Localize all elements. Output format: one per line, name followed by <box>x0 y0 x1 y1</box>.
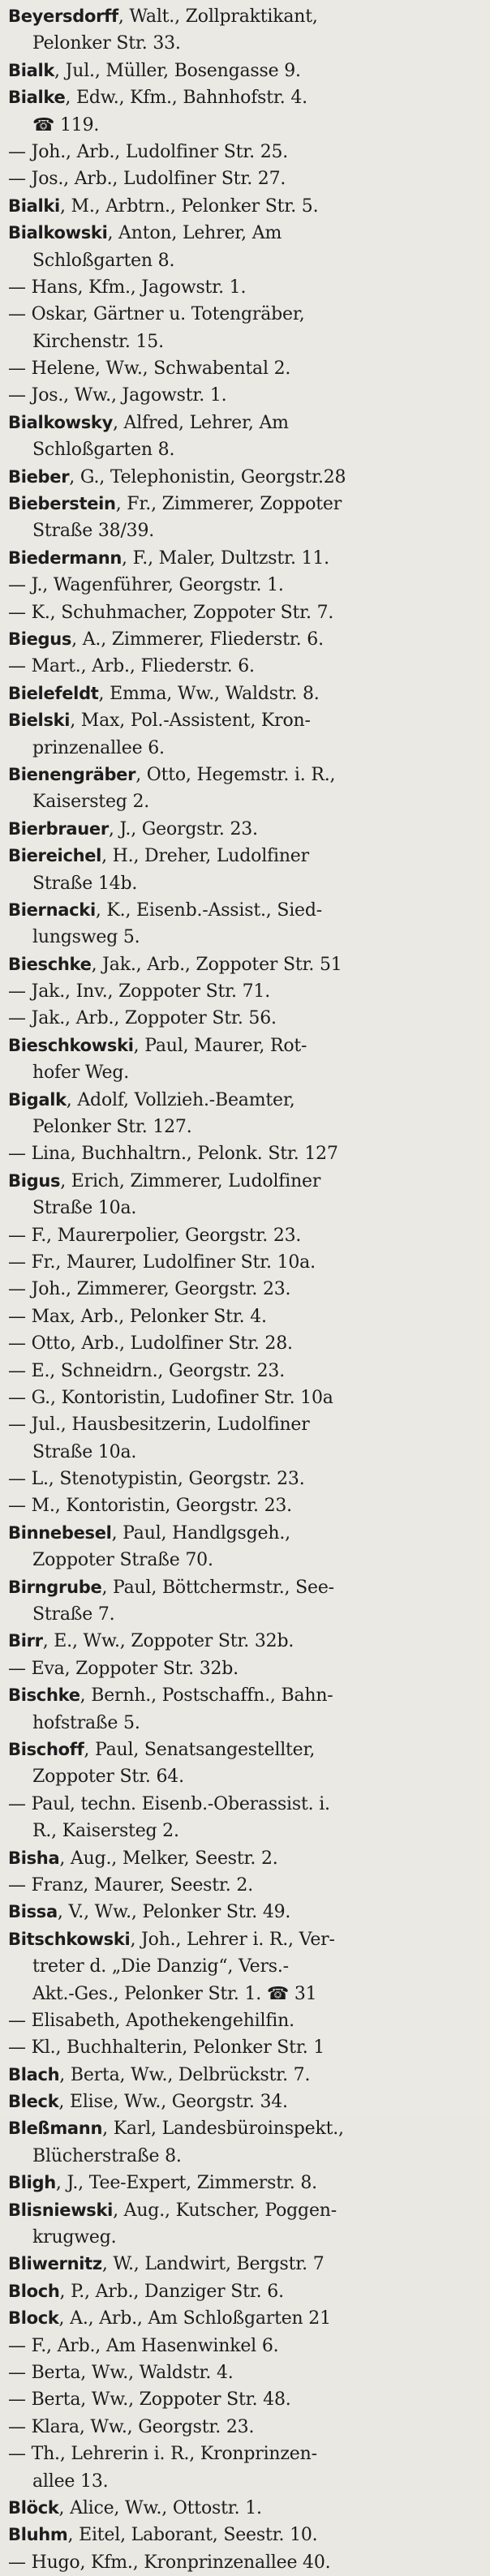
entry-line <box>8 978 482 1005</box>
entry-text: — Berta, Ww., Waldstr. 4. <box>8 2362 234 2383</box>
entry-text: , H., Dreher, Ludolfiner <box>101 846 309 867</box>
entry-line <box>8 2468 482 2495</box>
entry-text: , Karl, Landesbüroinspekt., <box>102 2119 344 2140</box>
entry-text: — M., Kontoristin, Georgstr. 23. <box>8 1496 292 1517</box>
entry-text: — Helene, Ww., Schwabental 2. <box>8 358 291 380</box>
entry-line <box>8 870 482 897</box>
entry-header-line <box>8 1087 482 1114</box>
entry-line <box>8 2414 482 2441</box>
entry-line <box>8 572 482 599</box>
entry-text: , Anton, Lehrer, Am <box>107 223 282 244</box>
entry-line <box>8 165 482 192</box>
entry-line <box>8 2549 482 2576</box>
surname: Bliwernitz <box>8 2254 102 2274</box>
entry-text: Straße 10a. <box>32 1441 137 1462</box>
entry-text: — Otto, Arb., Ludolfiner Str. 28. <box>8 1333 293 1355</box>
entry-line <box>8 1710 482 1737</box>
entry-header-line <box>8 2278 482 2305</box>
surname: Blach <box>8 2064 60 2084</box>
entry-header-line <box>8 1845 482 1872</box>
surname: Bieschke <box>8 954 92 974</box>
entry-header-line <box>8 2495 482 2522</box>
entry-line <box>8 2359 482 2386</box>
surname: Bischke <box>8 1685 80 1706</box>
surname: Bitschkowski <box>8 1929 131 1949</box>
entry-text: — Eva, Zoppoter Str. 32b. <box>8 1658 239 1679</box>
entry-text: , Alfred, Lehrer, Am <box>112 412 289 433</box>
surname: Binnebesel <box>8 1522 112 1543</box>
entry-line <box>8 2007 482 2034</box>
entry-header-line <box>8 2089 482 2115</box>
entry-text: — Lina, Buchhaltrn., Pelonk. Str. 127 <box>8 1144 338 1165</box>
surname: Bialke <box>8 88 66 108</box>
surname: Bialk <box>8 60 55 80</box>
entry-header-line <box>8 193 482 220</box>
surname: Bielski <box>8 711 71 731</box>
entry-line <box>8 1872 482 1899</box>
surname: Biegus <box>8 629 72 649</box>
surname: Birr <box>8 1631 43 1651</box>
entry-line <box>8 382 482 409</box>
entry-line <box>8 1818 482 1844</box>
entry-text: — K., Schuhmacher, Zoppoter Str. 7. <box>8 602 334 623</box>
entry-text: — Mart., Arb., Fliederstr. 6. <box>8 656 255 677</box>
entry-text: , G., Telephonistin, Georgstr.28 <box>69 466 346 487</box>
entry-header-line <box>8 2522 482 2548</box>
entry-line <box>8 2441 482 2467</box>
surname: Bieberstein <box>8 494 116 514</box>
entry-header-line <box>8 707 482 734</box>
surname: Bluhm <box>8 2525 68 2545</box>
entry-header-line <box>8 626 482 653</box>
entry-text: , Erich, Zimmerer, Ludolfiner <box>60 1170 321 1191</box>
entry-text: — Jak., Inv., Zoppoter Str. 71. <box>8 981 270 1002</box>
entry-text: , Adolf, Vollzieh.-Beamter, <box>66 1089 295 1110</box>
entry-line <box>8 1276 482 1303</box>
entry-text: Zoppoter Str. 64. <box>32 1767 184 1788</box>
entry-text: , Joh., Lehrer i. R., Ver- <box>130 1929 335 1950</box>
surname: Bleßmann <box>8 2119 103 2139</box>
entry-text: , Berta, Ww., Delbrückstr. 7. <box>59 2064 311 2085</box>
entry-text: — Elisabeth, Apothekengehilfin. <box>8 2010 294 2031</box>
entry-text: , Eitel, Laborant, Seestr. 10. <box>67 2525 318 2546</box>
entry-text: , Elise, Ww., Georgstr. 34. <box>58 2092 288 2113</box>
entry-header-line <box>8 1926 482 1953</box>
entry-text: , Max, Pol.-Assistent, Kron- <box>70 711 311 732</box>
entry-line <box>8 1249 482 1276</box>
entry-line <box>8 1303 482 1330</box>
entry-text: — Jos., Arb., Ludolfiner Str. 27. <box>8 169 286 190</box>
entry-text: — Hans, Kfm., Jagowstr. 1. <box>8 277 247 298</box>
entry-line <box>8 924 482 951</box>
entry-header-line <box>8 762 482 788</box>
entry-text: Straße 10a. <box>32 1198 137 1219</box>
entry-text: — G., Kontoristin, Ludofiner Str. 10a <box>8 1387 333 1408</box>
entry-line <box>8 274 482 301</box>
entry-text: Straße 38/39. <box>32 521 155 542</box>
entry-text: Zoppoter Straße 70. <box>32 1550 213 1571</box>
entry-text: Pelonker Str. 127. <box>32 1117 192 1138</box>
entry-line <box>8 1059 482 1086</box>
surname: Bierbrauer <box>8 818 109 839</box>
entry-line <box>8 599 482 626</box>
entry-text: , Paul, Böttchermstr., See- <box>101 1577 334 1598</box>
entry-header-line <box>8 545 482 572</box>
surname: Bieber <box>8 466 70 487</box>
entry-text: , Fr., Zimmerer, Zoppoter <box>115 494 342 515</box>
entry-text: Blücherstraße 8. <box>32 2145 182 2166</box>
entry-text: — Berta, Ww., Zoppoter Str. 48. <box>8 2389 291 2411</box>
entry-header-line <box>8 1628 482 1655</box>
surname: Bleck <box>8 2092 59 2112</box>
entry-text: hofstraße 5. <box>32 1712 140 1733</box>
entry-text: krugweg. <box>32 2227 117 2248</box>
entry-text: — Max, Arb., Pelonker Str. 4. <box>8 1306 267 1327</box>
entry-text: — Joh., Arb., Ludolfiner Str. 25. <box>8 141 289 162</box>
entry-header-line <box>8 84 482 111</box>
surname: Blisniewski <box>8 2200 114 2220</box>
entry-line <box>8 788 482 815</box>
entry-line <box>8 735 482 762</box>
entry-header-line <box>8 816 482 843</box>
entry-header-line <box>8 2305 482 2332</box>
entry-text: — Joh., Zimmerer, Georgstr. 23. <box>8 1279 291 1300</box>
surname: Bienengräber <box>8 764 136 784</box>
entry-line <box>8 1385 482 1411</box>
entry-header-line <box>8 491 482 517</box>
entry-text: — Oskar, Gärtner u. Totengräber, <box>8 304 305 325</box>
entry-line <box>8 1140 482 1167</box>
entry-text: , Jul., Müller, Bosengasse 9. <box>54 60 301 81</box>
entry-line <box>8 1763 482 1790</box>
entry-header-line <box>8 3 482 30</box>
entry-text: — Hugo, Kfm., Kronprinzenallee 40. <box>8 2552 331 2573</box>
entry-text: Kaisersteg 2. <box>32 792 150 813</box>
entry-line <box>8 112 482 139</box>
entry-text: , Emma, Ww., Waldstr. 8. <box>98 683 320 704</box>
entry-text: treter d. „Die Danzig“, Vers.- <box>32 1956 289 1977</box>
surname: Bieschkowski <box>8 1035 134 1055</box>
entry-line <box>8 30 482 57</box>
entry-text: , W., Landwirt, Bergstr. 7 <box>101 2254 325 2275</box>
surname: Biernacki <box>8 899 96 920</box>
entry-text: , J., Tee-Expert, Zimmerstr. 8. <box>55 2173 317 2194</box>
entry-text: , K., Eisenb.-Assist., Sied- <box>95 899 322 921</box>
surname: Bligh <box>8 2173 56 2193</box>
entry-line <box>8 301 482 328</box>
entry-text: hofer Weg. <box>32 1063 130 1084</box>
entry-line <box>8 1492 482 1519</box>
entry-header-line <box>8 843 482 869</box>
entry-text: — J., Wagenführer, Georgstr. 1. <box>8 575 284 596</box>
entry-text: , Bernh., Postschaffn., Bahn- <box>80 1685 333 1707</box>
entry-line <box>8 328 482 355</box>
entry-text: , F., Maler, Dultzstr. 11. <box>122 547 329 569</box>
entry-text: , Paul, Senatsangestellter, <box>84 1740 316 1760</box>
entry-header-line <box>8 220 482 247</box>
entry-text: allee 13. <box>32 2471 109 2492</box>
entry-line <box>8 1791 482 1818</box>
entry-text: , A., Arb., Am Schloßgarten 21 <box>58 2308 331 2329</box>
entry-line <box>8 517 482 544</box>
entry-header-line <box>8 1682 482 1709</box>
entry-line <box>8 1222 482 1249</box>
entry-header-line <box>8 464 482 491</box>
entry-text: , Walt., Zollpraktikant, <box>118 6 318 27</box>
entry-line <box>8 247 482 274</box>
surname: Beyersdorff <box>8 6 118 26</box>
entry-text: — E., Schneidrn., Georgstr. 23. <box>8 1360 286 1381</box>
entry-line <box>8 1466 482 1492</box>
surname: Bigalk <box>8 1089 67 1110</box>
entry-header-line <box>8 680 482 707</box>
entry-text: , Edw., Kfm., Bahnhofstr. 4. <box>65 88 307 109</box>
entry-header-line <box>8 951 482 978</box>
surname: Block <box>8 2308 59 2329</box>
entry-header-line <box>8 2170 482 2196</box>
entry-text: , Aug., Melker, Seestr. 2. <box>59 1848 278 1869</box>
entry-text: — L., Stenotypistin, Georgstr. 23. <box>8 1469 305 1490</box>
entry-text: Kirchenstr. 15. <box>32 331 164 352</box>
entry-line <box>8 1547 482 1574</box>
surname: Blöck <box>8 2497 59 2518</box>
entry-header-line <box>8 1737 482 1763</box>
entry-text: Schloßgarten 8. <box>32 250 175 271</box>
surname: Bialkowsky <box>8 412 113 432</box>
entry-line <box>8 355 482 382</box>
entry-header-line <box>8 2115 482 2142</box>
entry-line <box>8 653 482 680</box>
entry-text: Straße 14b. <box>32 873 138 894</box>
entry-line <box>8 1330 482 1357</box>
surname: Bischoff <box>8 1740 84 1759</box>
entry-line <box>8 2333 482 2359</box>
entry-text: , Otto, Hegemstr. i. R., <box>135 764 336 785</box>
entry-text: , Jak., Arb., Zoppoter Str. 51 <box>91 954 342 975</box>
surname: Birngrube <box>8 1577 102 1597</box>
entry-line <box>8 2143 482 2170</box>
entry-line <box>8 1411 482 1438</box>
entry-text: — Fr., Maurer, Ludolfiner Str. 10a. <box>8 1252 316 1273</box>
entry-line <box>8 1358 482 1385</box>
entry-line <box>8 1981 482 2007</box>
entry-text: — Paul, techn. Eisenb.-Oberassist. i. <box>8 1793 330 1814</box>
surname: Biereichel <box>8 846 102 866</box>
entry-line <box>8 2034 482 2061</box>
entry-header-line <box>8 897 482 924</box>
entry-line <box>8 436 482 463</box>
directory-entries <box>8 3 482 2576</box>
entry-header-line <box>8 2251 482 2278</box>
entry-line <box>8 1439 482 1466</box>
entry-text: Schloßgarten 8. <box>32 440 175 461</box>
entry-text: , Aug., Kutscher, Poggen- <box>113 2200 337 2221</box>
entry-header-line <box>8 1168 482 1195</box>
entry-text: — Jos., Ww., Jagowstr. 1. <box>8 385 227 406</box>
entry-header-line <box>8 1574 482 1601</box>
entry-line <box>8 1114 482 1140</box>
entry-text: — Jak., Arb., Zoppoter Str. 56. <box>8 1008 277 1029</box>
entry-text: — F., Arb., Am Hasenwinkel 6. <box>8 2335 279 2356</box>
entry-text: R., Kaisersteg 2. <box>32 1821 179 1842</box>
surname: Biedermann <box>8 547 122 568</box>
surname: Bisha <box>8 1848 60 1868</box>
surname: Bloch <box>8 2281 60 2301</box>
entry-text: — Jul., Hausbesitzerin, Ludolfiner <box>8 1415 310 1436</box>
entry-line <box>8 139 482 165</box>
entry-text: — Th., Lehrerin i. R., Kronprinzen- <box>8 2444 317 2465</box>
surname: Bigus <box>8 1170 61 1191</box>
entry-line <box>8 1601 482 1628</box>
entry-header-line <box>8 1033 482 1059</box>
surname: Bissa <box>8 1902 58 1922</box>
entry-text: — Kl., Buchhalterin, Pelonker Str. 1 <box>8 2037 325 2059</box>
entry-text: , M., Arbtrn., Pelonker Str. 5. <box>59 195 319 217</box>
entry-text: Akt.-Ges., Pelonker Str. 1. ☎ 31 <box>32 1983 317 2004</box>
entry-text: , A., Zimmerer, Fliederstr. 6. <box>71 629 324 650</box>
entry-line <box>8 1005 482 1032</box>
entry-text: , E., Ww., Zoppoter Str. 32b. <box>42 1631 294 1652</box>
entry-header-line <box>8 58 482 84</box>
entry-header-line <box>8 1899 482 1926</box>
surname: Bielefeldt <box>8 683 99 703</box>
entry-text: , P., Arb., Danziger Str. 6. <box>59 2281 284 2302</box>
entry-header-line <box>8 2197 482 2224</box>
entry-text: , J., Georgstr. 23. <box>108 818 258 839</box>
entry-text: — F., Maurerpolier, Georgstr. 23. <box>8 1225 302 1246</box>
entry-text: lungsweg 5. <box>32 927 140 948</box>
surname: Bialkowski <box>8 223 108 243</box>
entry-text: Straße 7. <box>32 1604 115 1625</box>
surname: Bialki <box>8 195 60 216</box>
entry-text: , Paul, Maurer, Rot- <box>133 1035 307 1056</box>
entry-line <box>8 1195 482 1221</box>
entry-text: , V., Ww., Pelonker Str. 49. <box>57 1902 291 1923</box>
entry-text: — Franz, Maurer, Seestr. 2. <box>8 1874 253 1896</box>
entry-text: — Klara, Ww., Georgstr. 23. <box>8 2416 255 2437</box>
entry-line <box>8 2386 482 2413</box>
entry-text: , Alice, Ww., Ottostr. 1. <box>58 2497 262 2518</box>
entry-text: prinzenallee 6. <box>32 737 165 758</box>
entry-header-line <box>8 410 482 436</box>
entry-line <box>8 2224 482 2251</box>
phone-number: ☎ 119. <box>32 114 100 135</box>
entry-line <box>8 1655 482 1682</box>
entry-line <box>8 1953 482 1980</box>
entry-text: , Paul, Handlgsgeh., <box>111 1522 290 1543</box>
entry-header-line <box>8 2062 482 2089</box>
entry-text: Pelonker Str. 33. <box>32 33 181 54</box>
entry-header-line <box>8 1520 482 1547</box>
